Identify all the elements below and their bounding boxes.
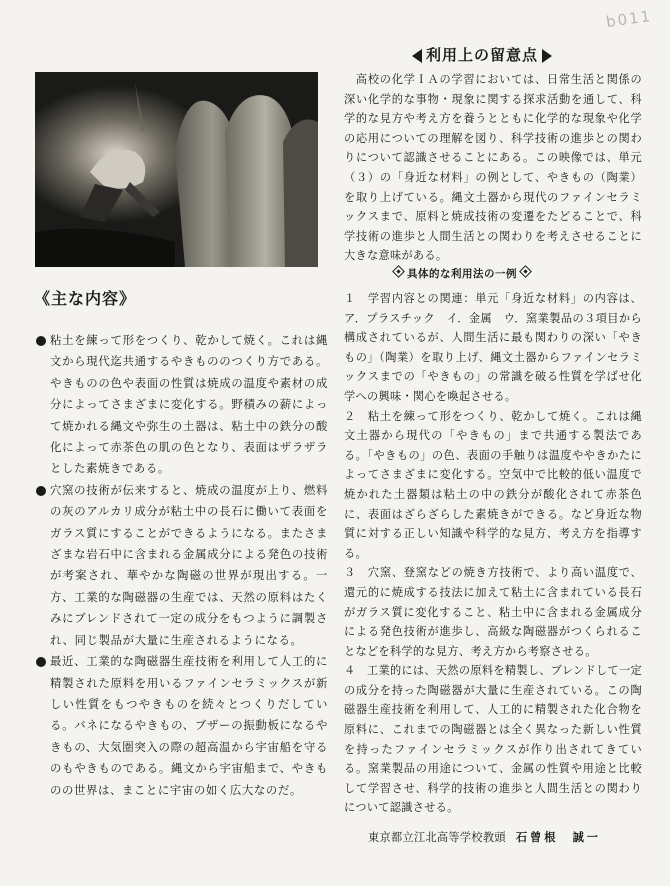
main-content-body: [36, 330, 328, 801]
triangle-left-icon: [412, 49, 422, 63]
kiln-photo: [35, 72, 318, 267]
bullet-icon: [36, 336, 46, 346]
main-content-paragraph: [36, 330, 328, 480]
diamond-icon: [392, 265, 405, 278]
margin-handwritten-note: b011: [604, 6, 654, 32]
usage-example-subheading: [390, 266, 534, 281]
main-content-paragraph: [36, 651, 328, 801]
usage-example-subheading-text: 具体的な利用法の一例: [407, 268, 517, 280]
usage-notes-intro: 高校の化学ＩＡの学習においては、日常生活と関係の深い化学的な事物・現象に関する探求活動を通して、科学的な見方や考え方を養うとともに化学的な現象や化学の応用についての理解を図り、科学技術の進歩との関わりについて認識させることにある。この映像では、単元（３）の「身近な材料」の例として、やきもの（陶業）を取り上げている。縄文土器から現代のファインセラミックスまで、原料と焼成技術の変遷をたどることで、科学技術の進歩と人間生活との関わりを考えさせることに大きな意味がある。: [344, 73, 642, 263]
usage-example-item: １ 学習内容との関連：単元「身近な材料」の内容は、ア．プラスチック イ．金属 ウ．窯業製品の３項目から構成されているが、人間生活に最も関わりの深い「やきもの」（陶業）を取り上げ、縄文土器からファインセラミックスまでの「やきもの」の常識を破る性質を学ばせ化学への興味・関心を喚起させる。: [344, 292, 642, 403]
main-content-paragraph: [36, 480, 328, 651]
usage-example-list: [344, 289, 642, 818]
usage-example-item: ４ 工業的には、天然の原料を精製し、ブレンドして一定の成分を持った陶磁器が大量に生産されている。この陶磁器生産技術を利用して、人工的に精製された化合物を原料に、これまでの陶磁器とは全く異なった新しい性質を持ったファインセラミックスが作り出されてきている。窯業製品の用途について、金属の性質や用途と比較して学習させ、科学的技術の進歩と人間生活との関わりについて認識させる。: [344, 664, 642, 815]
paragraph-text: 粘土を練って形をつくり、乾かして焼く。これは縄文から現代迄共通するやきもののつくり方である。やきものの色や表面の性質は焼成の温度や素材の成分によってさまざまに変化する。野積みの薪によって焼かれる縄文や弥生の土器は、粘土中の鉄分の酸化によって赤茶色の肌の色となり、表面はザラザラとした素焼きである。: [50, 333, 328, 476]
main-content-title: 《主な内容》: [34, 289, 137, 308]
diamond-icon: [519, 265, 532, 278]
usage-example-item: ３ 穴窯、登窯などの焼き方技術で、より高い温度で、還元的に焼成する技法に加えて粘土に含まれている長石がガラス質に変化すること、粘土中に含まれる金属成分による発色技術が進歩し、高級な陶磁器がつくられることなどを科学的な見方、考え方から考察させる。: [344, 566, 642, 658]
usage-example-item: ２ 粘土を練って形をつくり、乾かして焼く。これは縄文土器から現代の「やきもの」まで共通する製法である。「やきもの」の色、表面の手触りは温度ややきかたによってさまざまに変化する。空気中で比較的低い温度で焼かれた土器類は粘土の中の鉄分が酸化されて赤茶色に、表面はざらざらした素焼きができる。など身近な物質に対する正しい知識や科学的な見方、考え方を指導する。: [344, 409, 642, 560]
triangle-right-icon: [542, 49, 552, 63]
usage-notes-heading-text: 利用上の留意点: [426, 46, 539, 64]
kiln-photo-image: [35, 72, 318, 267]
author-signature: [368, 829, 601, 845]
paragraph-text: 最近、工業的な陶磁器生産技術を利用して人工的に精製された原料を用いるファインセラミックスが新しい性質をもつやきものを続々とつくりだしている。バネになるやきもの、ブザーの振動板になるやきもの、大気圏突入の際の超高温から宇宙船を守るのもやきものである。縄文から宇宙船まで、やきものの世界は、まことに宇宙の如く広大なのだ。: [50, 654, 328, 797]
paragraph-text: 穴窯の技術が伝来すると、焼成の温度が上り、燃料の灰のアルカリ成分が粘土中の長石に働いて表面をガラス質にすることができるようになる。またさまざまな岩石中に含まれる金属成分による発色の技術が考案され、華やかな陶磁の世界が現出する。一方、工業的な陶磁器の生産では、天然の原料はたくみにブレンドされて一定の成分をもつように調製され、同じ製品が大量に生産されるようになる。: [50, 482, 328, 647]
author-name: 石曾根 誠一: [515, 831, 601, 844]
bullet-icon: [36, 486, 46, 496]
bullet-icon: [36, 657, 46, 667]
usage-notes-heading: [412, 44, 552, 65]
author-affiliation: 東京都立江北高等学校教頭: [368, 831, 506, 844]
